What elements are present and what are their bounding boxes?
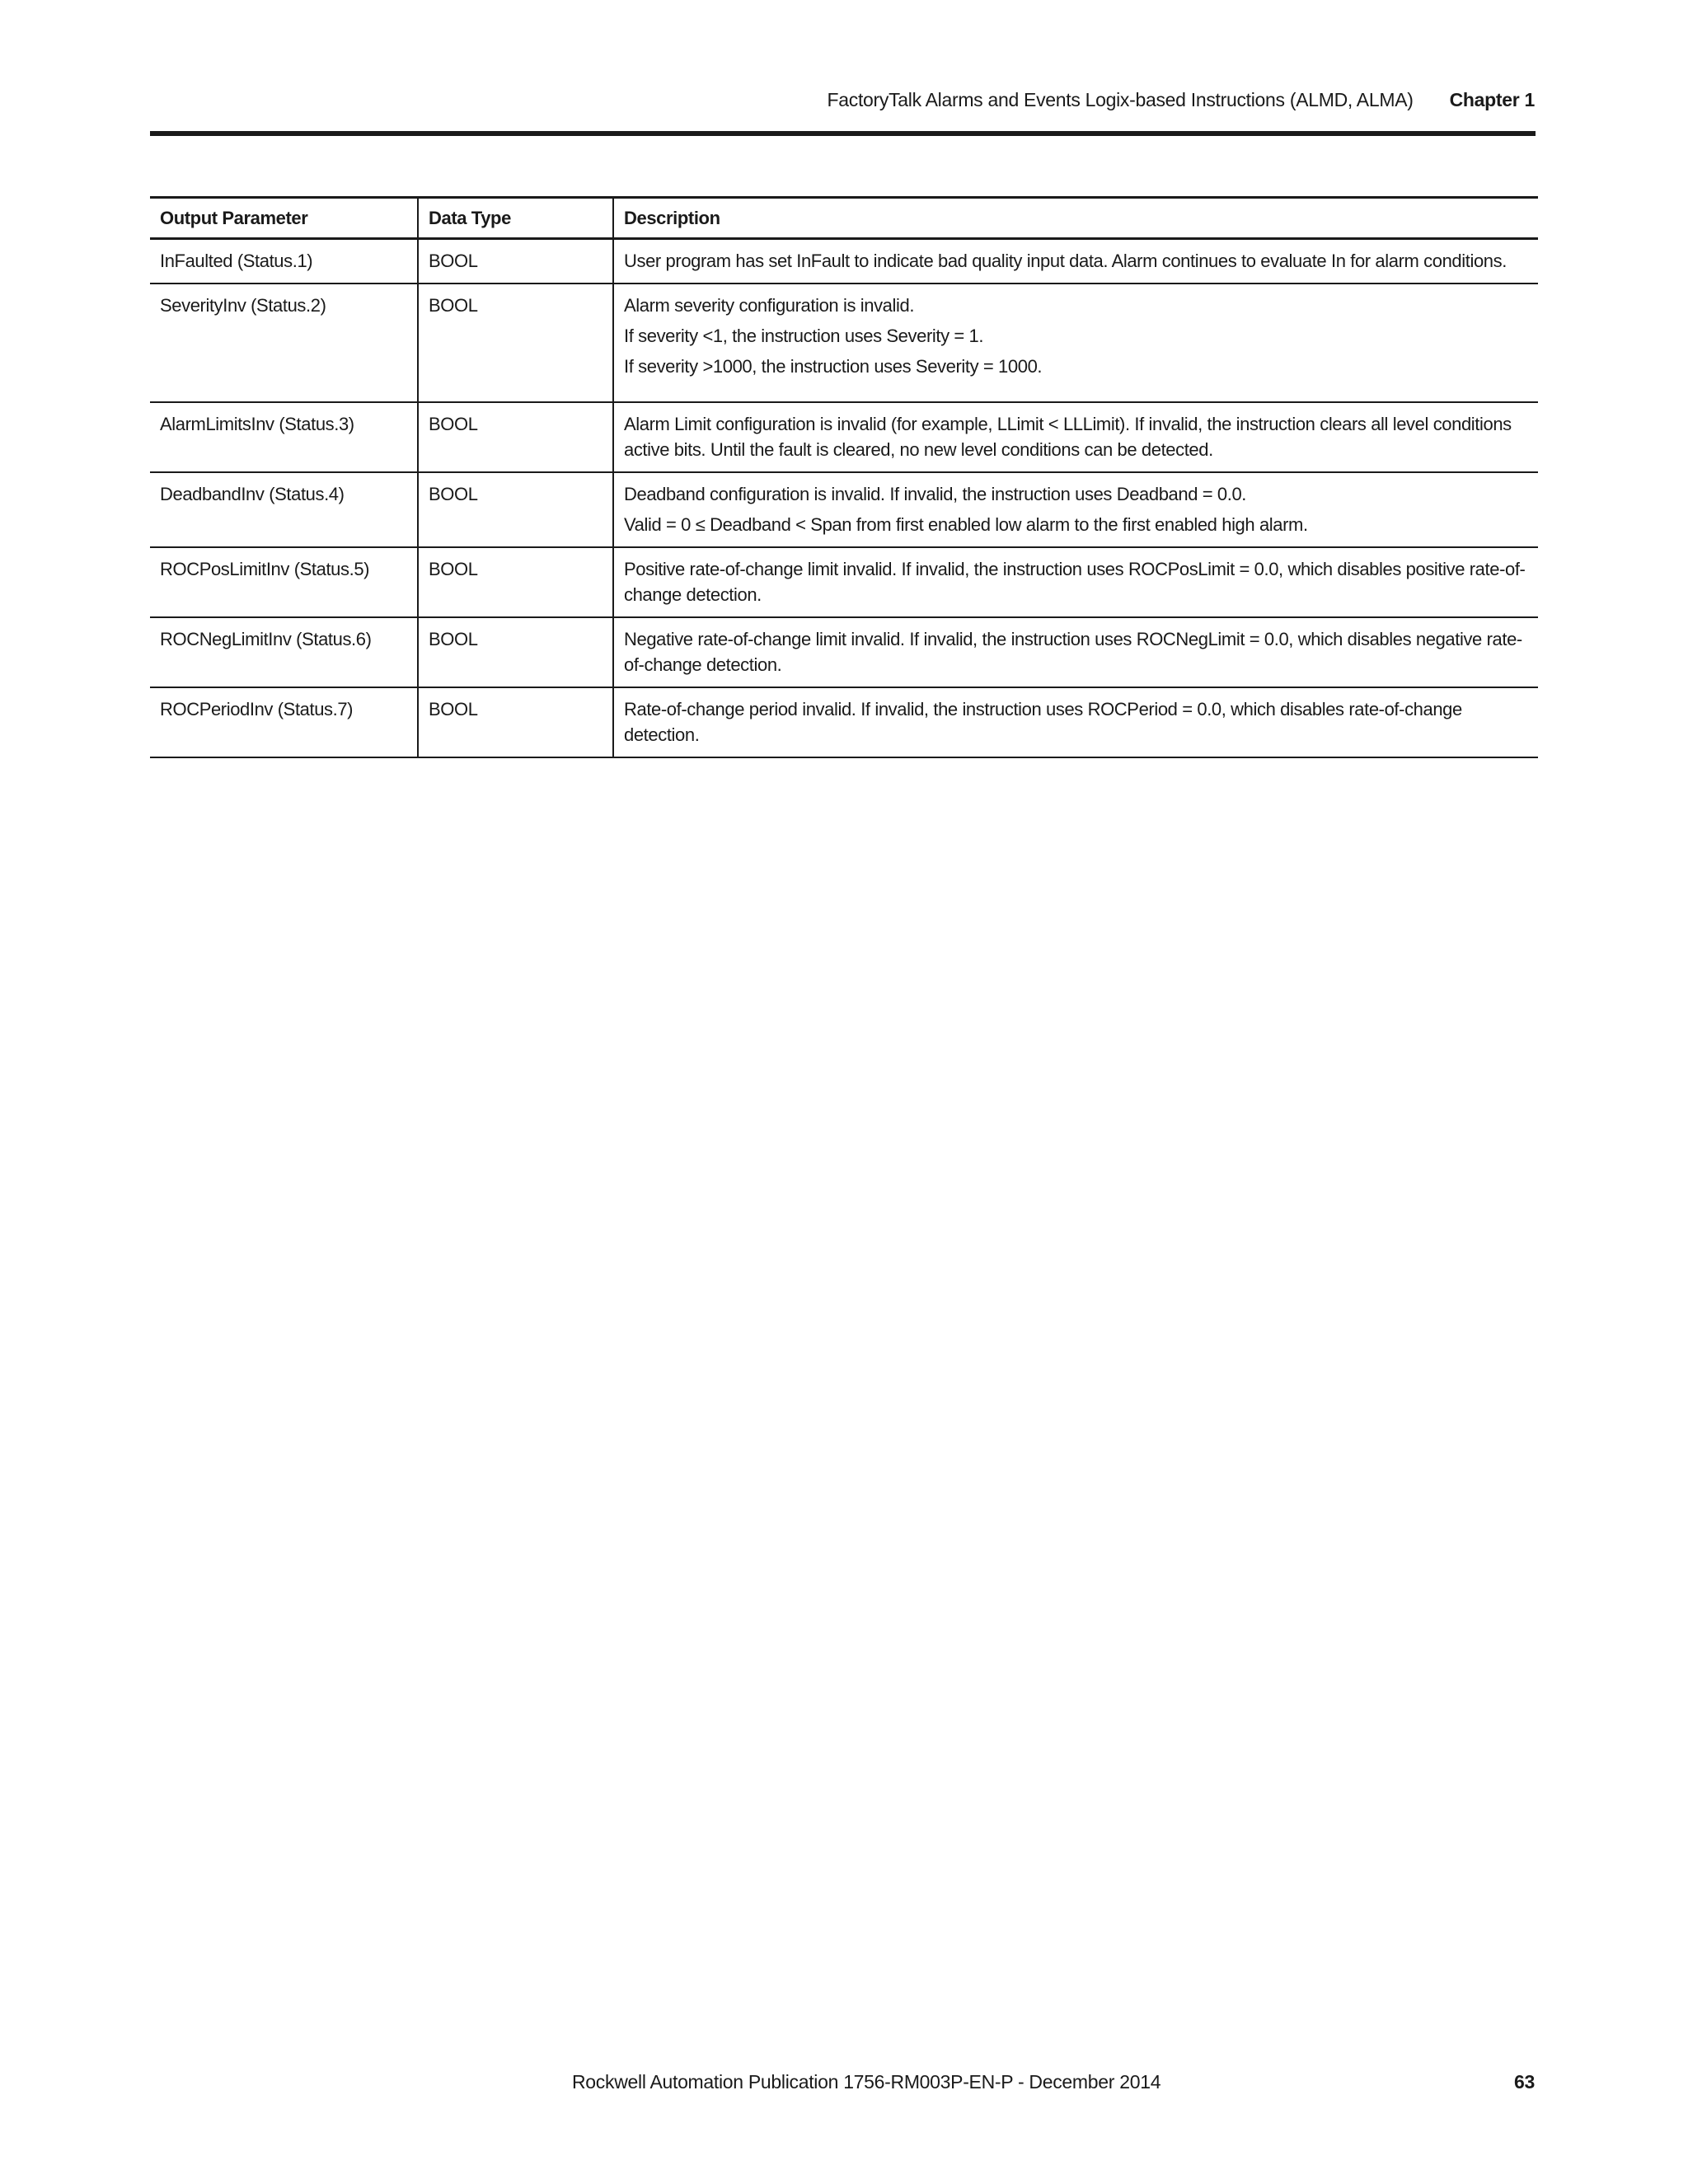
description-line: If severity <1, the instruction uses Severity = 1. xyxy=(624,326,984,346)
data-type-cell: BOOL xyxy=(418,402,613,472)
column-header-data-type: Data Type xyxy=(418,198,613,239)
description-line: Rate-of-change period invalid. If invalid, the instruction uses ROCPeriod = 0.0, which disables rate-of-change detection. xyxy=(624,699,1462,745)
page-header xyxy=(150,89,1535,122)
parameter-cell: InFaulted (Status.1) xyxy=(160,251,313,271)
parameter-cell: ROCPosLimitInv (Status.5) xyxy=(160,559,370,579)
table-row xyxy=(150,617,1538,687)
header-chapter: Chapter 1 xyxy=(1449,89,1535,110)
description-line: Negative rate-of-change limit invalid. If invalid, the instruction uses ROCNegLimit = 0.0, which disables negative rate-of-change detection. xyxy=(624,629,1522,675)
description-line: Alarm Limit configuration is invalid (for example, LLimit < LLLimit). If invalid, the instruction clears all level conditions active bits. Until the fault is cleared, no new level conditions can be detected. xyxy=(624,414,1512,460)
description-line: Alarm severity configuration is invalid. xyxy=(624,295,915,316)
footer-publication: Rockwell Automation Publication 1756-RM003P-EN-P - December 2014 xyxy=(572,2071,1161,2093)
data-type-cell: BOOL xyxy=(418,472,613,547)
table-header-row xyxy=(150,198,1538,239)
description-line: Valid = 0 ≤ Deadband < Span from first enabled low alarm to the first enabled high alarm. xyxy=(624,514,1308,535)
description-line: If severity >1000, the instruction uses Severity = 1000. xyxy=(624,356,1043,377)
table-row xyxy=(150,547,1538,617)
description-line: User program has set InFault to indicate bad quality input data. Alarm continues to evaluate In for alarm conditions. xyxy=(624,251,1507,271)
description-cell xyxy=(613,547,1538,617)
table-row xyxy=(150,687,1538,757)
header-title: FactoryTalk Alarms and Events Logix-based Instructions (ALMD, ALMA) xyxy=(827,89,1414,110)
parameter-cell: ROCPeriodInv (Status.7) xyxy=(160,699,354,719)
description-cell xyxy=(613,284,1538,402)
parameter-cell: DeadbandInv (Status.4) xyxy=(160,484,345,504)
header-rule xyxy=(150,131,1536,136)
description-line: Positive rate-of-change limit invalid. If invalid, the instruction uses ROCPosLimit = 0.0, which disables positive rate-of-change detection. xyxy=(624,559,1526,605)
description-cell xyxy=(613,687,1538,757)
page-footer xyxy=(150,2071,1535,2104)
description-line: Deadband configuration is invalid. If invalid, the instruction uses Deadband = 0.0. xyxy=(624,484,1247,504)
data-type-cell: BOOL xyxy=(418,239,613,284)
data-type-cell: BOOL xyxy=(418,547,613,617)
column-header-output-parameter: Output Parameter xyxy=(160,208,308,228)
data-type-cell: BOOL xyxy=(418,284,613,402)
data-type-cell: BOOL xyxy=(418,687,613,757)
parameter-cell: SeverityInv (Status.2) xyxy=(160,295,326,316)
table-row xyxy=(150,284,1538,402)
page-number: 63 xyxy=(1514,2071,1535,2093)
description-cell xyxy=(613,239,1538,284)
table-row xyxy=(150,402,1538,472)
description-cell xyxy=(613,472,1538,547)
table-row xyxy=(150,472,1538,547)
description-cell xyxy=(613,402,1538,472)
output-parameters-table xyxy=(150,196,1538,758)
parameter-cell: AlarmLimitsInv (Status.3) xyxy=(160,414,354,434)
description-cell xyxy=(613,617,1538,687)
parameter-cell: ROCNegLimitInv (Status.6) xyxy=(160,629,372,649)
column-header-description: Description xyxy=(613,198,1538,239)
table-row xyxy=(150,239,1538,284)
data-type-cell: BOOL xyxy=(418,617,613,687)
